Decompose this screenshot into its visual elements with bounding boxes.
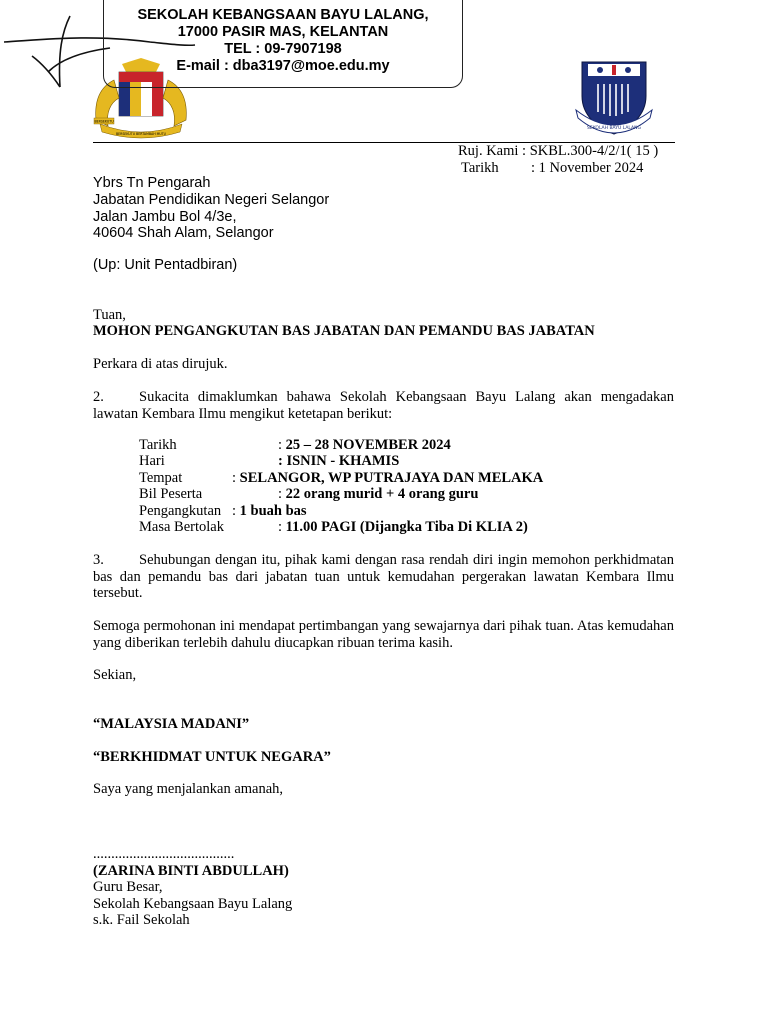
detail-value: : ISNIN - KHAMIS — [278, 453, 400, 470]
detail-key: Hari — [139, 453, 165, 470]
svg-text:SEKOLAH BAYU LALANG: SEKOLAH BAYU LALANG — [587, 126, 641, 131]
svg-text:BERSEKUTU BERTAMBAH MUTU: BERSEKUTU BERTAMBAH MUTU — [115, 132, 167, 136]
detail-value: : SELANGOR, WP PUTRAJAYA DAN MELAKA — [232, 469, 544, 486]
ref-label: Ruj. Kami — [458, 143, 519, 159]
school-name: SEKOLAH KEBANGSAAN BAYU LALANG, — [137, 7, 429, 23]
ref-value: : SKBL.300-4/2/1( 15 ) — [522, 143, 659, 159]
recipient-address — [93, 175, 593, 242]
signatory-school: Sekolah Kebangsaan Bayu Lalang — [93, 895, 293, 912]
detail-key: Tempat — [139, 469, 183, 486]
closing: Sekian, — [93, 667, 137, 683]
salutation: Tuan, — [93, 307, 126, 323]
paragraph-2 — [93, 389, 674, 422]
subject-line: MOHON PENGANGKUTAN BAS JABATAN DAN PEMANDU BAS JABATAN — [93, 323, 595, 339]
detail-value: : 25 – 28 NOVEMBER 2024 — [278, 437, 451, 453]
detail-key: Masa Bertolak — [139, 518, 224, 535]
detail-key: Pengangkutan — [139, 502, 222, 519]
signatory-name: (ZARINA BINTI ABDULLAH) — [93, 862, 289, 879]
detail-value: : 11.00 PAGI (Dijangka Tiba Di KLIA 2) — [278, 518, 528, 535]
date-value: : 1 November 2024 — [531, 159, 644, 176]
school-tel: TEL : 09-7907198 — [224, 41, 342, 57]
school-address: 17000 PASIR MAS, KELANTAN — [177, 24, 389, 40]
paragraph-2-text: Sukacita dimaklumkan bahawa Sekolah Kebangsaan Bayu Lalang akan mengadakan lawatan Kembara Ilmu mengikut ketetapan berikut: — [93, 389, 674, 422]
signatory-title: Guru Besar, — [93, 879, 163, 895]
paragraph-3-text: Sehubungan dengan itu, pihak kami dengan rasa rendah diri ingin memohon perkhidmatan bas dan pemandu bas dari jabatan tuan untuk kemudahan pergerakan lawatan Kembara Ilmu tersebut. — [93, 552, 674, 601]
slogan-madani: “MALAYSIA MADANI” — [93, 716, 250, 732]
paragraph-4: Semoga permohonan ini mendapat pertimbangan yang sewajarnya dari pihak tuan. Atas kemudahan yang diberikan terlebih dahulu diucapkan ribuan terima kasih. — [93, 618, 674, 651]
recipient-line1: Ybrs Tn Pengarah — [93, 175, 211, 191]
signature-block — [93, 846, 674, 929]
svg-text:BERSEKUTU: BERSEKUTU — [94, 119, 114, 124]
date-label: Tarikh — [461, 159, 499, 176]
detail-key: Tarikh — [139, 437, 177, 453]
slogan-negara: “BERKHIDMAT UNTUK NEGARA” — [93, 749, 331, 765]
paragraph-3 — [93, 552, 674, 602]
school-letterhead — [103, 0, 463, 88]
attention-line: (Up: Unit Pentadbiran) — [93, 257, 238, 273]
detail-value: : 1 buah bas — [232, 502, 307, 519]
carbon-copy: s.k. Fail Sekolah — [93, 912, 190, 928]
trust-line: Saya yang menjalankan amanah, — [93, 781, 284, 797]
reference-block — [458, 143, 678, 176]
recipient-line4: 40604 Shah Alam, Selangor — [93, 225, 274, 242]
reference-line: Perkara di atas dirujuk. — [93, 356, 228, 372]
recipient-line2: Jabatan Pendidikan Negeri Selangor — [93, 191, 330, 208]
paragraph-2-number: 2. — [93, 389, 104, 405]
school-logo — [574, 58, 654, 138]
recipient-line3: Jalan Jambu Bol 4/3e, — [93, 208, 237, 225]
detail-value: : 22 orang murid + 4 orang guru — [278, 486, 479, 503]
school-email: E-mail : dba3197@moe.edu.my — [176, 58, 390, 74]
signature-dots: ....................................... — [93, 846, 235, 862]
detail-key: Bil Peserta — [139, 486, 203, 503]
paragraph-3-number: 3. — [93, 552, 104, 568]
